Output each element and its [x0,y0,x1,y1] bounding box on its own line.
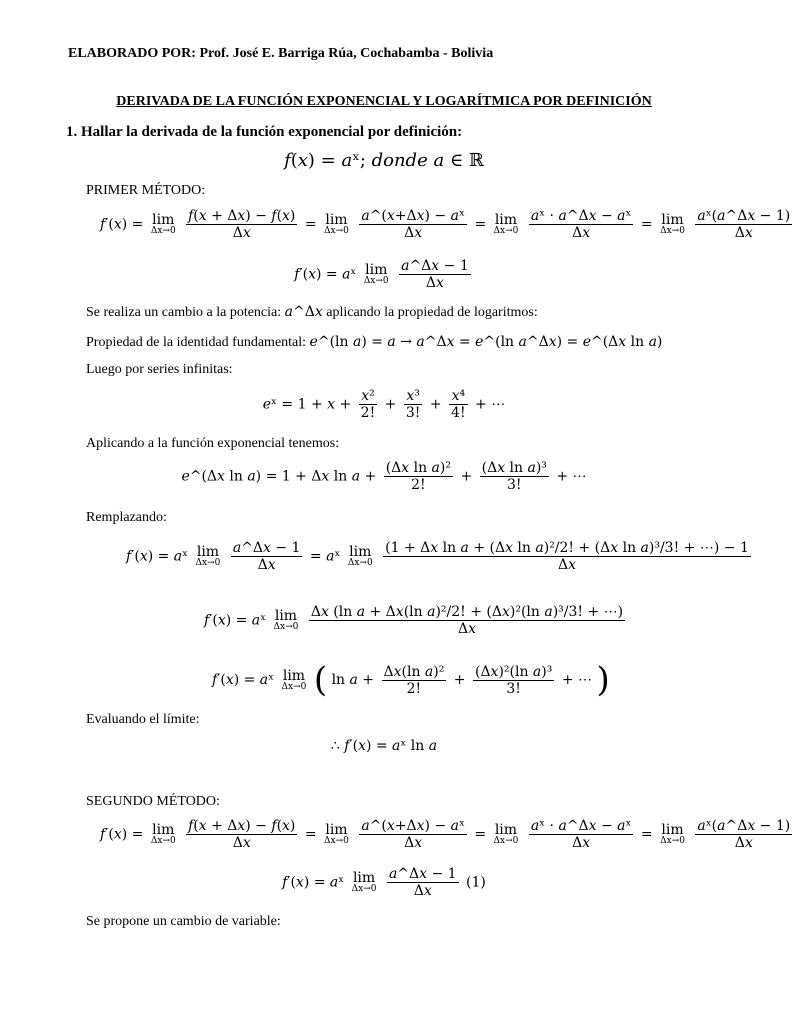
question-1: 1. Hallar la derivada de la función exponencial por definición: [66,124,463,140]
propiedad-text: Propiedad de la identidad fundamental: 𝑒^(ln 𝑎) = 𝑎 → 𝑎^Δ𝑥 = 𝑒^(ln 𝑎^Δ𝑥) = 𝑒^(Δ𝑥 ln 𝑎) [86,334,663,350]
author-header: ELABORADO POR: Prof. José E. Barriga Rúa, Cochabamba - Bolivia [68,46,494,61]
limit-operator: lim Δx→0 [150,212,176,236]
replaced-eq-1: 𝑓′(𝑥) = 𝑎ˣ lim Δx→0 𝑎^Δ𝑥 − 1 Δ𝑥 = 𝑎ˣ lim Δx→0 (1 + Δ𝑥 ln 𝑎 + (Δ𝑥 ln 𝑎)²/2! + (Δ𝑥 ln 𝑎)³/3! + ⋯) − 1 Δ𝑥 [126,540,749,573]
derivative-definition-eq: 𝑓′(𝑥) = lim Δx→0 𝑓(𝑥 + Δ𝑥) − 𝑓(𝑥) Δ𝑥 = lim Δx→0 𝑎^(𝑥+Δ𝑥) − 𝑎ˣ Δ𝑥 = lim Δx→0 𝑎ˣ · 𝑎^Δ𝑥 − 𝑎ˣ Δ𝑥 = lim Δx→0 𝑎ˣ(𝑎^Δ𝑥 − 1) Δ𝑥 [100,208,791,241]
result-eq: ∴ 𝑓′(𝑥) = 𝑎ˣ ln 𝑎 [330,738,438,754]
fraction: 𝑎ˣ · 𝑎^Δ𝑥 − 𝑎ˣ Δ𝑥 [530,208,632,241]
propone-text: Se propone un cambio de variable: [86,914,281,929]
limit-operator: lim Δx→0 [493,212,519,236]
limit-operator: lim Δx→0 [324,212,349,236]
fraction: 𝑎^(𝑥+Δ𝑥) − 𝑎ˣ Δ𝑥 [361,208,465,241]
fraction: 𝑓(𝑥 + Δ𝑥) − 𝑓(𝑥) Δ𝑥 [188,208,296,241]
segundo-metodo-heading: SEGUNDO MÉTODO: [86,794,220,809]
primer-metodo-heading: PRIMER MÉTODO: [86,183,206,198]
evaluando-text: Evaluando el límite: [86,712,200,727]
aplicando-text: Aplicando a la función exponencial tenemos: [86,436,340,451]
series-text: Luego por series infinitas: [86,362,233,377]
derivative-definition-eq-2: 𝑓′(𝑥) = lim Δx→0 𝑓(𝑥 + Δ𝑥) − 𝑓(𝑥) Δ𝑥 = lim Δx→0 𝑎^(𝑥+Δ𝑥) − 𝑎ˣ Δ𝑥 = lim Δx→0 𝑎ˣ · 𝑎^Δ𝑥 − 𝑎ˣ Δ𝑥 = lim Δx→0 𝑎ˣ(𝑎^Δ𝑥 − 1) Δ𝑥 [100,818,791,851]
fraction: 𝑎ˣ(𝑎^Δ𝑥 − 1) Δ𝑥 [697,208,791,241]
document-title: DERIVADA DE LA FUNCIÓN EXPONENCIAL Y LOGARÍTMICA POR DEFINICIÓN [116,94,652,109]
limit-operator: lim Δx→0 [660,212,685,236]
equation-1: 𝑓′(𝑥) = 𝑎ˣ lim Δx→0 𝑎^Δ𝑥 − 1 Δ𝑥 (1) [282,866,486,899]
equation-tag: (1) [466,874,486,891]
function-definition: 𝑓(𝑥) = 𝑎ˣ; 𝑑𝑜𝑛𝑑𝑒 𝑎 ∈ ℝ [284,150,484,171]
cambio-potencia-text: Se realiza un cambio a la potencia: 𝑎^Δ𝑥 aplicando la propiedad de logaritmos: [86,304,538,320]
series-expansion-eq: 𝑒ˣ = 1 + 𝑥 + 𝑥² 2! + 𝑥³ 3! + 𝑥⁴ 4! + ⋯ [262,388,506,421]
fprime-label: 𝑓′(𝑥) = [100,216,144,233]
exp-series-eq: 𝑒^(Δ𝑥 ln 𝑎) = 1 + Δ𝑥 ln 𝑎 + (Δ𝑥 ln 𝑎)² 2! + (Δ𝑥 ln 𝑎)³ 3! + ⋯ [181,460,587,493]
replaced-eq-2: 𝑓′(𝑥) = 𝑎ˣ lim Δx→0 Δ𝑥 (ln 𝑎 + Δ𝑥(ln 𝑎)²/2! + (Δ𝑥)²(ln 𝑎)³/3! + ⋯) Δ𝑥 [204,604,624,637]
derivative-simplified-eq: 𝑓′(𝑥) = 𝑎ˣ lim Δx→0 𝑎^Δ𝑥 − 1 Δ𝑥 [294,258,469,291]
remplazando-text: Remplazando: [86,510,167,525]
replaced-eq-3: 𝑓′(𝑥) = 𝑎ˣ lim Δx→0 ( ln 𝑎 + Δ𝑥(ln 𝑎)² 2! + (Δ𝑥)²(ln 𝑎)³ 3! + ⋯ ) [212,660,610,700]
